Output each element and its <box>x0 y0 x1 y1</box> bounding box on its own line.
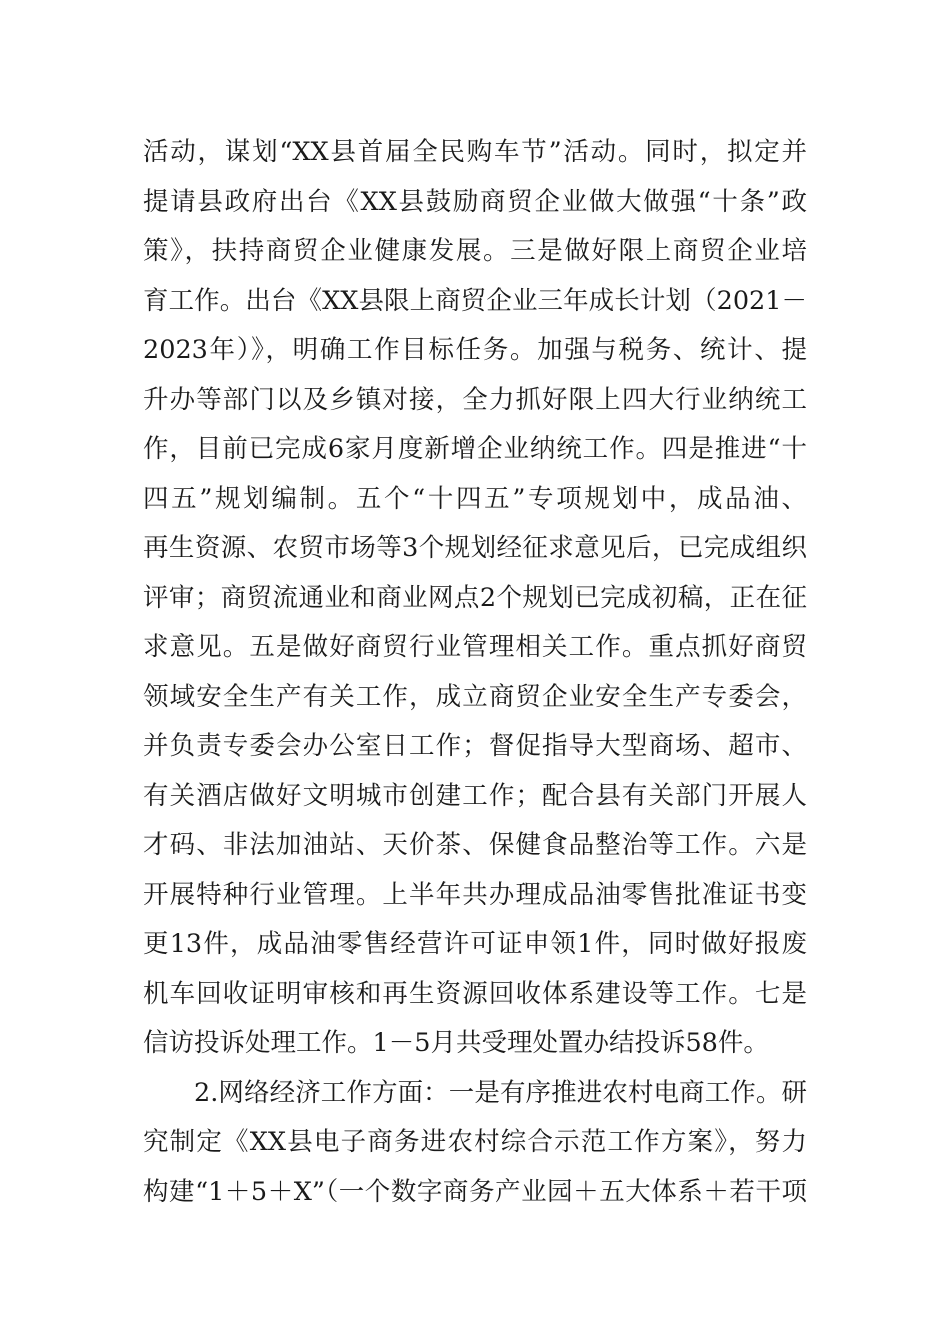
text-line: 升办等部门以及乡镇对接，全力抓好限上四大行业纳统工 <box>143 384 807 415</box>
text-line: 究制定《XX县电子商务进农村综合示范工作方案》，努力 <box>143 1127 807 1157</box>
text-line: 更13件，成品油零售经营许可证申领1件，同时做好报废 <box>143 929 807 959</box>
text-line: 开展特种行业管理。上半年共办理成品油零售批准证书变 <box>143 879 807 910</box>
text-line: 作，目前已完成6家月度新增企业纳统工作。四是推进“十 <box>143 434 807 464</box>
text-line: 有关酒店做好文明城市创建工作；配合县有关部门开展人 <box>143 780 807 811</box>
text-line: 才码、非法加油站、天价茶、保健食品整治等工作。六是 <box>143 830 807 860</box>
text-line: 构建“1＋5＋X”（一个数字商务产业园＋五大体系＋若干项 <box>143 1176 807 1207</box>
text-line: 机车回收证明审核和再生资源回收体系建设等工作。七是 <box>143 978 807 1009</box>
paragraph-last-line: 信访投诉处理工作。1－5月共受理处置办结投诉58件。 <box>143 1028 769 1058</box>
text-line: 活动，谋划“XX县首届全民购车节”活动。同时，拟定并 <box>143 137 807 167</box>
text-line: 求意见。五是做好商贸行业管理相关工作。重点抓好商贸 <box>143 632 807 662</box>
document-body <box>143 128 807 1217</box>
text-line: 领域安全生产有关工作，成立商贸企业安全生产专委会， <box>143 681 807 712</box>
text-line: 四五”规划编制。五个“十四五”专项规划中，成品油、 <box>143 483 807 514</box>
text-line: 再生资源、农贸市场等3个规划经征求意见后，已完成组织 <box>143 533 807 563</box>
paragraph-first-line: 2.网络经济工作方面：一是有序推进农村电商工作。研 <box>194 1077 807 1108</box>
text-line: 策》，扶持商贸企业健康发展。三是做好限上商贸企业培 <box>143 236 807 266</box>
text-line: 提请县政府出台《XX县鼓励商贸企业做大做强“十条”政 <box>143 186 807 217</box>
text-line: 并负责专委会办公室日工作；督促指导大型商场、超市、 <box>143 731 807 761</box>
text-line: 育工作。出台《XX县限上商贸企业三年成长计划（2021－ <box>143 285 807 316</box>
text-line: 评审；商贸流通业和商业网点2个规划已完成初稿，正在征 <box>143 582 807 613</box>
text-line: 2023年）》，明确工作目标任务。加强与税务、统计、提 <box>143 335 807 365</box>
